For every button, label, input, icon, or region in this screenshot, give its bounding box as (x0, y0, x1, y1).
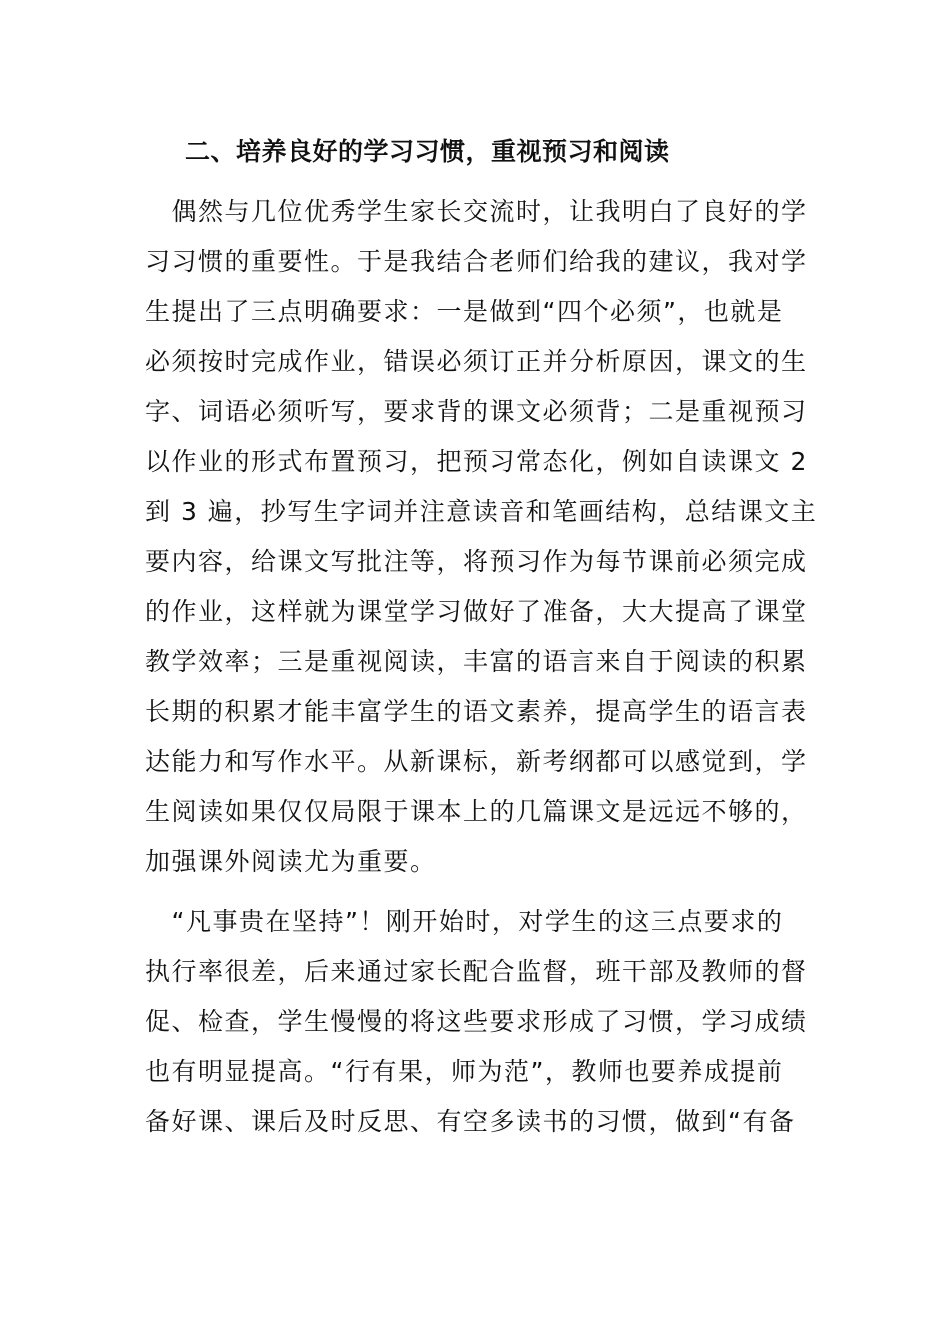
paragraph-line: 字、词语必须听写，要求背的课文必须背；二是重视预习 (145, 397, 808, 426)
paragraph-line: 生提出了三点明确要求：一是做到“四个必须”，也就是 (145, 297, 784, 326)
section-heading: 二、培养良好的学习习惯，重视预习和阅读 (185, 137, 670, 166)
paragraph-line: 习习惯的重要性。于是我结合老师们给我的建议，我对学 (145, 247, 808, 276)
paragraph-line: 促、检查，学生慢慢的将这些要求形成了习惯，学习成绩 (145, 1007, 808, 1036)
paragraph-line: 的作业，这样就为课堂学习做好了准备，大大提高了课堂 (145, 597, 808, 626)
paragraph-line: 生阅读如果仅仅局限于课本上的几篇课文是远远不够的， (145, 797, 808, 826)
paragraph-line: 到 3 遍，抄写生字词并注意读音和笔画结构，总结课文主 (145, 497, 818, 526)
paragraph-1 (145, 187, 818, 887)
paragraph-line: 偶然与几位优秀学生家长交流时，让我明白了良好的学 (145, 197, 808, 226)
paragraph-line: 要内容，给课文写批注等，将预习作为每节课前必须完成 (145, 547, 808, 576)
paragraph-line: 教学效率；三是重视阅读，丰富的语言来自于阅读的积累 (145, 647, 808, 676)
paragraph-line: 执行率很差，后来通过家长配合监督，班干部及教师的督 (145, 957, 808, 986)
paragraph-2 (145, 897, 815, 1147)
paragraph-line: 必须按时完成作业，错误必须订正并分析原因，课文的生 (145, 347, 808, 376)
paragraph-line: 达能力和写作水平。从新课标，新考纲都可以感觉到，学 (145, 747, 808, 776)
paragraph-line: 长期的积累才能丰富学生的语文素养，提高学生的语言表 (145, 697, 808, 726)
paragraph-line: 备好课、课后及时反思、有空多读书的习惯，做到“有备 (145, 1107, 796, 1136)
paragraph-line: 也有明显提高。“行有果，师为范”，教师也要养成提前 (145, 1057, 784, 1086)
paragraph-line: “凡事贵在坚持”！刚开始时，对学生的这三点要求的 (145, 907, 784, 936)
paragraph-line: 加强课外阅读尤为重要。 (145, 847, 437, 876)
paragraph-line: 以作业的形式布置预习，把预习常态化，例如自读课文 2 (145, 447, 808, 476)
